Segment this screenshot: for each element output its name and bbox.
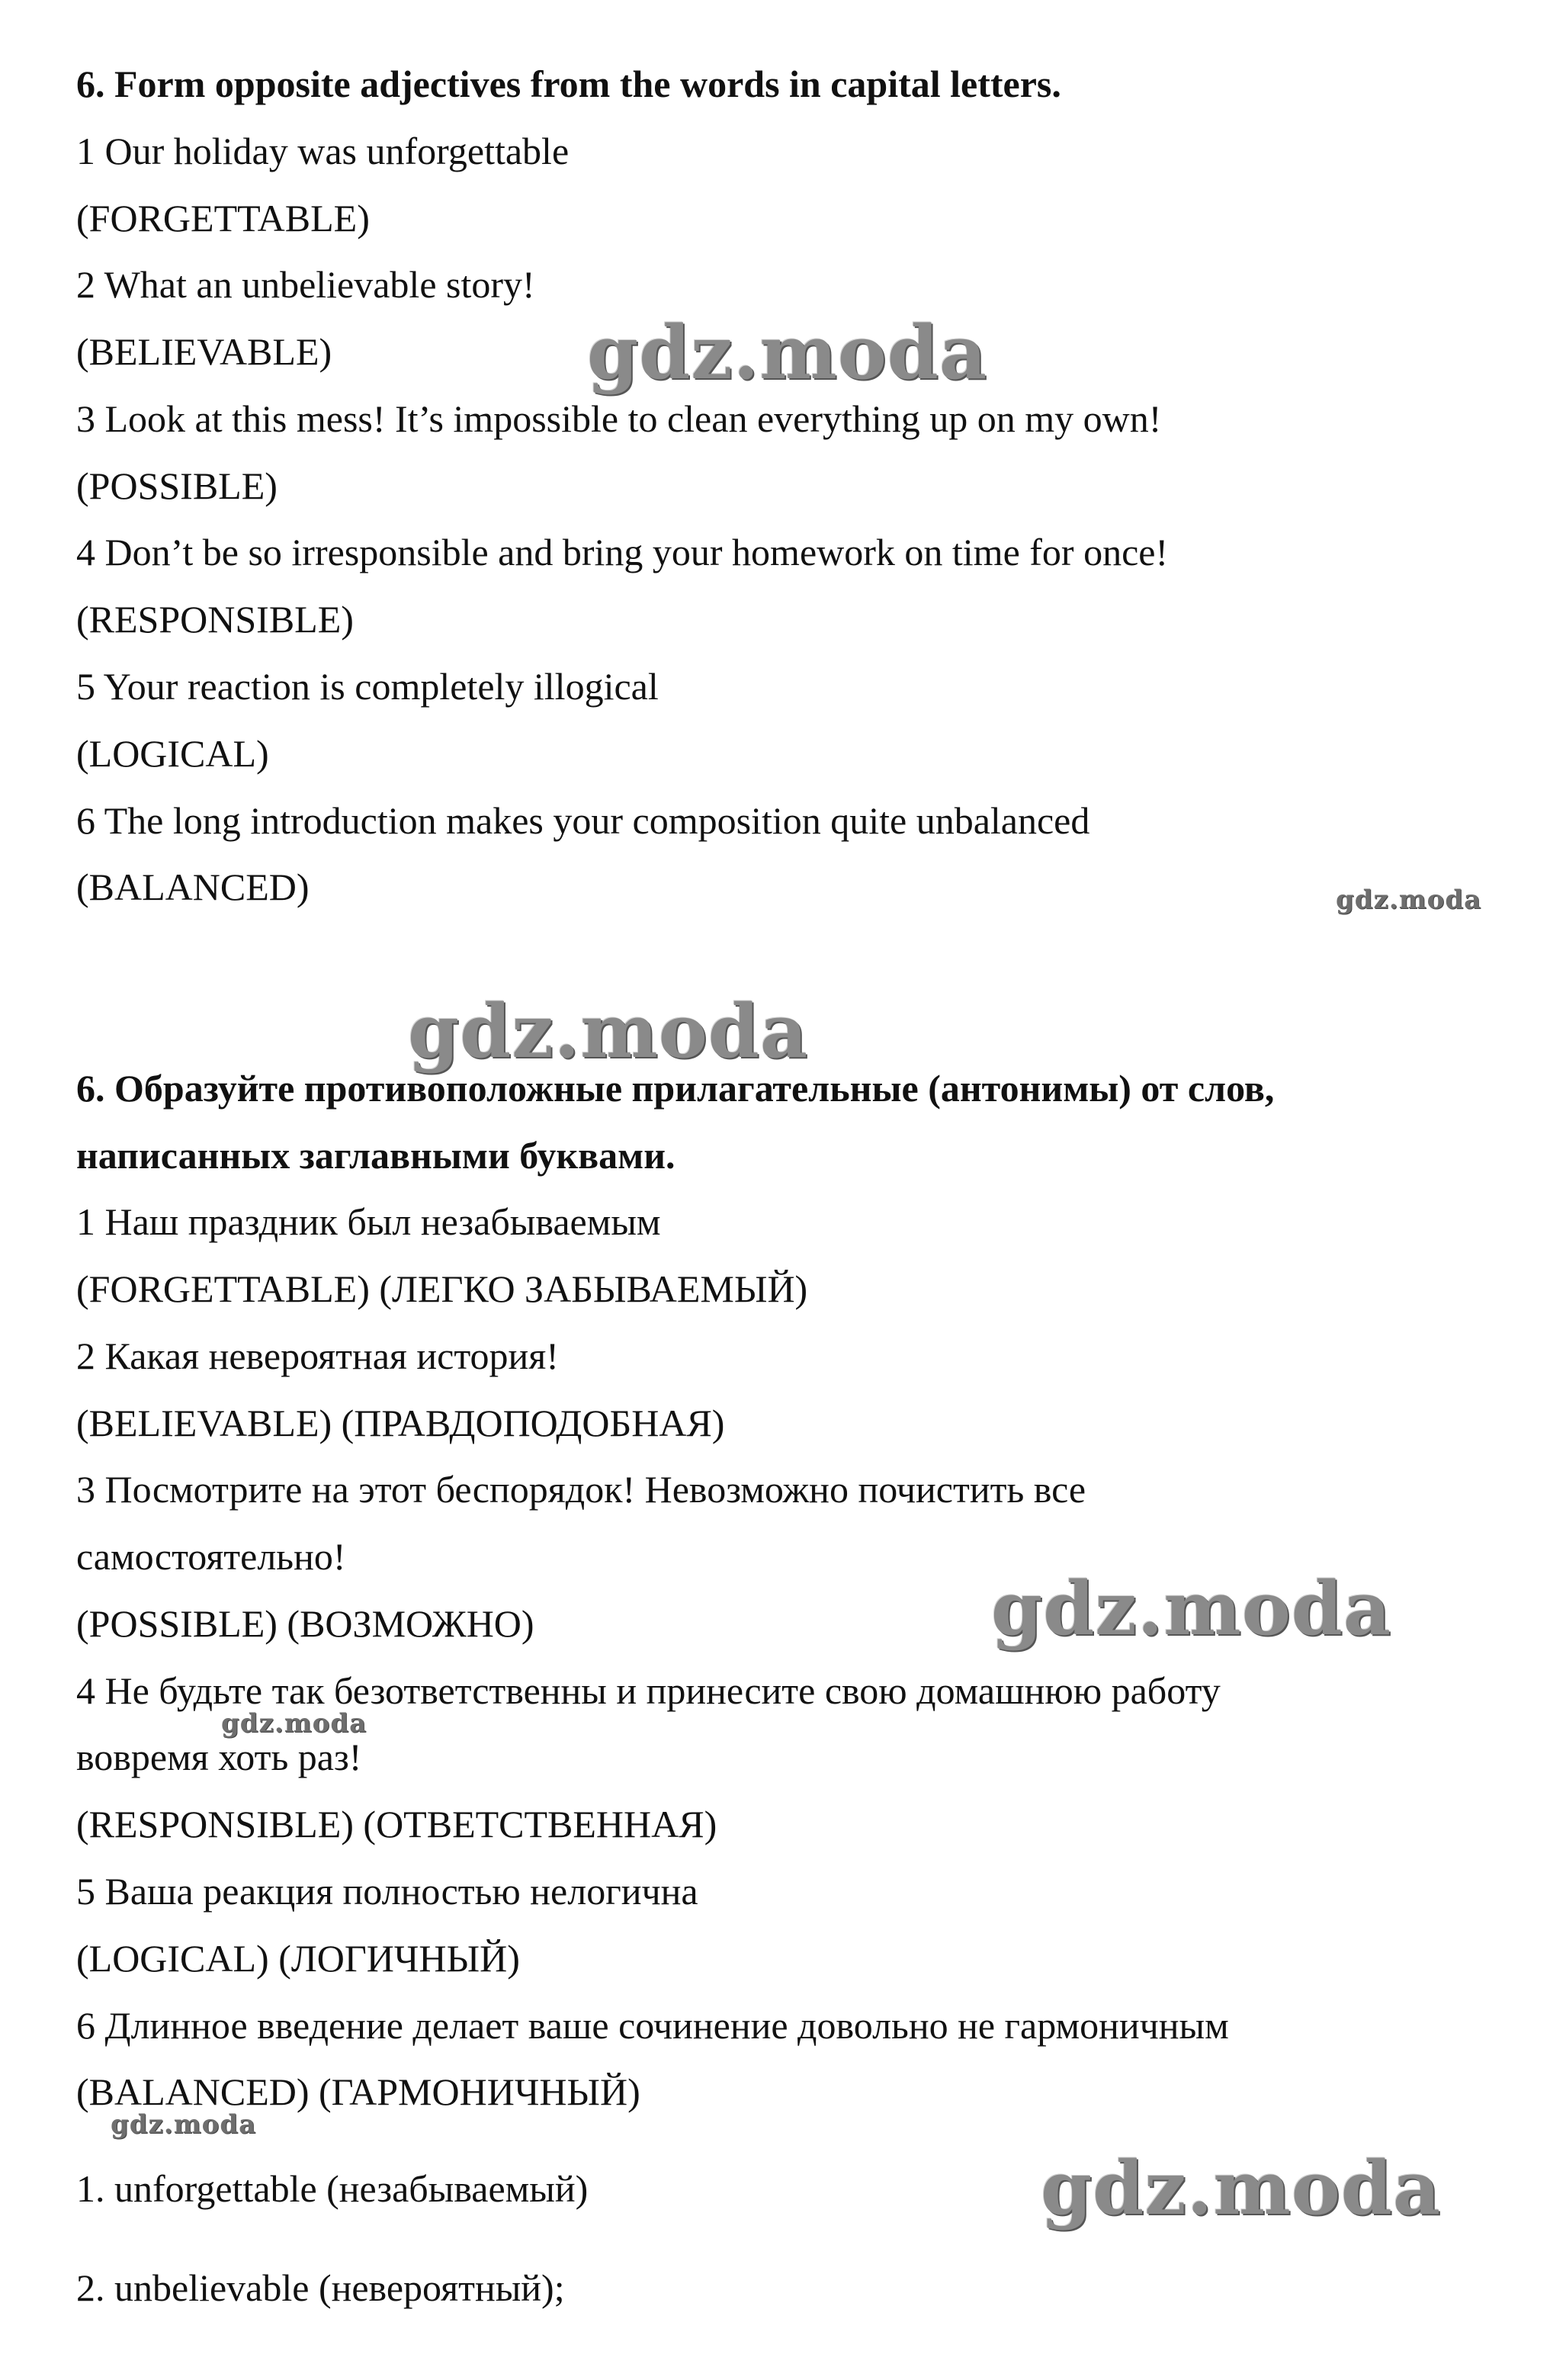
russian-line-4: (BELIEVABLE) (ПРАВДОПОДОБНАЯ) xyxy=(76,1402,725,1444)
english-line-4: (BELIEVABLE) xyxy=(76,330,332,373)
russian-line-12: (LOGICAL) (ЛОГИЧНЫЙ) xyxy=(76,1937,520,1980)
russian-line-10: (RESPONSIBLE) (ОТВЕТСТВЕННАЯ) xyxy=(76,1803,717,1845)
watermark: gdz.moda xyxy=(111,2109,257,2140)
english-line-11: 6 The long introduction makes your composition quite unbalanced xyxy=(76,799,1090,842)
russian-line-7: (POSSIBLE) (ВОЗМОЖНО) xyxy=(76,1602,534,1645)
english-line-9: 5 Your reaction is completely illogical xyxy=(76,665,659,708)
watermark: gdz.moda xyxy=(587,310,988,396)
russian-line-2: (FORGETTABLE) (ЛЕГКО ЗАБЫВАЕМЫЙ) xyxy=(76,1267,808,1310)
russian-line-6: самостоятельно! xyxy=(76,1535,346,1578)
english-line-6: (POSSIBLE) xyxy=(76,464,278,507)
russian-line-9: вовремя хоть раз! xyxy=(76,1736,362,1778)
russian-line-14: (BALANCED) (ГАРМОНИЧНЫЙ) xyxy=(76,2070,640,2113)
english-line-1: 1 Our holiday was unforgettable xyxy=(76,130,570,172)
russian-line-5: 3 Посмотрите на этот беспорядок! Невозможно почистить все xyxy=(76,1468,1086,1511)
russian-heading-line-2: написанных заглавными буквами. xyxy=(76,1134,675,1177)
russian-line-13: 6 Длинное введение делает ваше сочинение довольно не гармоничным xyxy=(76,2004,1229,2047)
watermark: gdz.moda xyxy=(1041,2145,1442,2231)
russian-line-1: 1 Наш праздник был незабываемым xyxy=(76,1200,661,1243)
russian-line-11: 5 Ваша реакция полностью нелогична xyxy=(76,1870,698,1913)
english-line-2: (FORGETTABLE) xyxy=(76,197,370,239)
russian-line-3: 2 Какая невероятная история! xyxy=(76,1335,559,1377)
english-line-10: (LOGICAL) xyxy=(76,732,269,775)
english-line-7: 4 Don’t be so irresponsible and bring your homework on time for once! xyxy=(76,531,1169,573)
english-heading: 6. Form opposite adjectives from the words in capital letters. xyxy=(76,63,1061,105)
watermark: gdz.moda xyxy=(991,1566,1392,1652)
russian-line-8: 4 Не будьте так безответственны и принесите свою домашнюю работу xyxy=(76,1669,1221,1712)
answer-line-2: 2. unbelievable (невероятный); xyxy=(76,2266,565,2309)
russian-heading-line-1: 6. Образуйте противоположные прилагательные (антонимы) от слов, xyxy=(76,1067,1275,1110)
watermark: gdz.moda xyxy=(1336,885,1482,915)
watermark: gdz.moda xyxy=(408,988,809,1074)
english-line-8: (RESPONSIBLE) xyxy=(76,598,354,641)
english-line-3: 2 What an unbelievable story! xyxy=(76,263,535,306)
watermark: gdz.moda xyxy=(221,1708,367,1739)
english-line-5: 3 Look at this mess! It’s impossible to clean everything up on my own! xyxy=(76,397,1162,440)
answer-line-1: 1. unforgettable (незабываемый) xyxy=(76,2167,589,2210)
english-line-12: (BALANCED) xyxy=(76,866,310,908)
